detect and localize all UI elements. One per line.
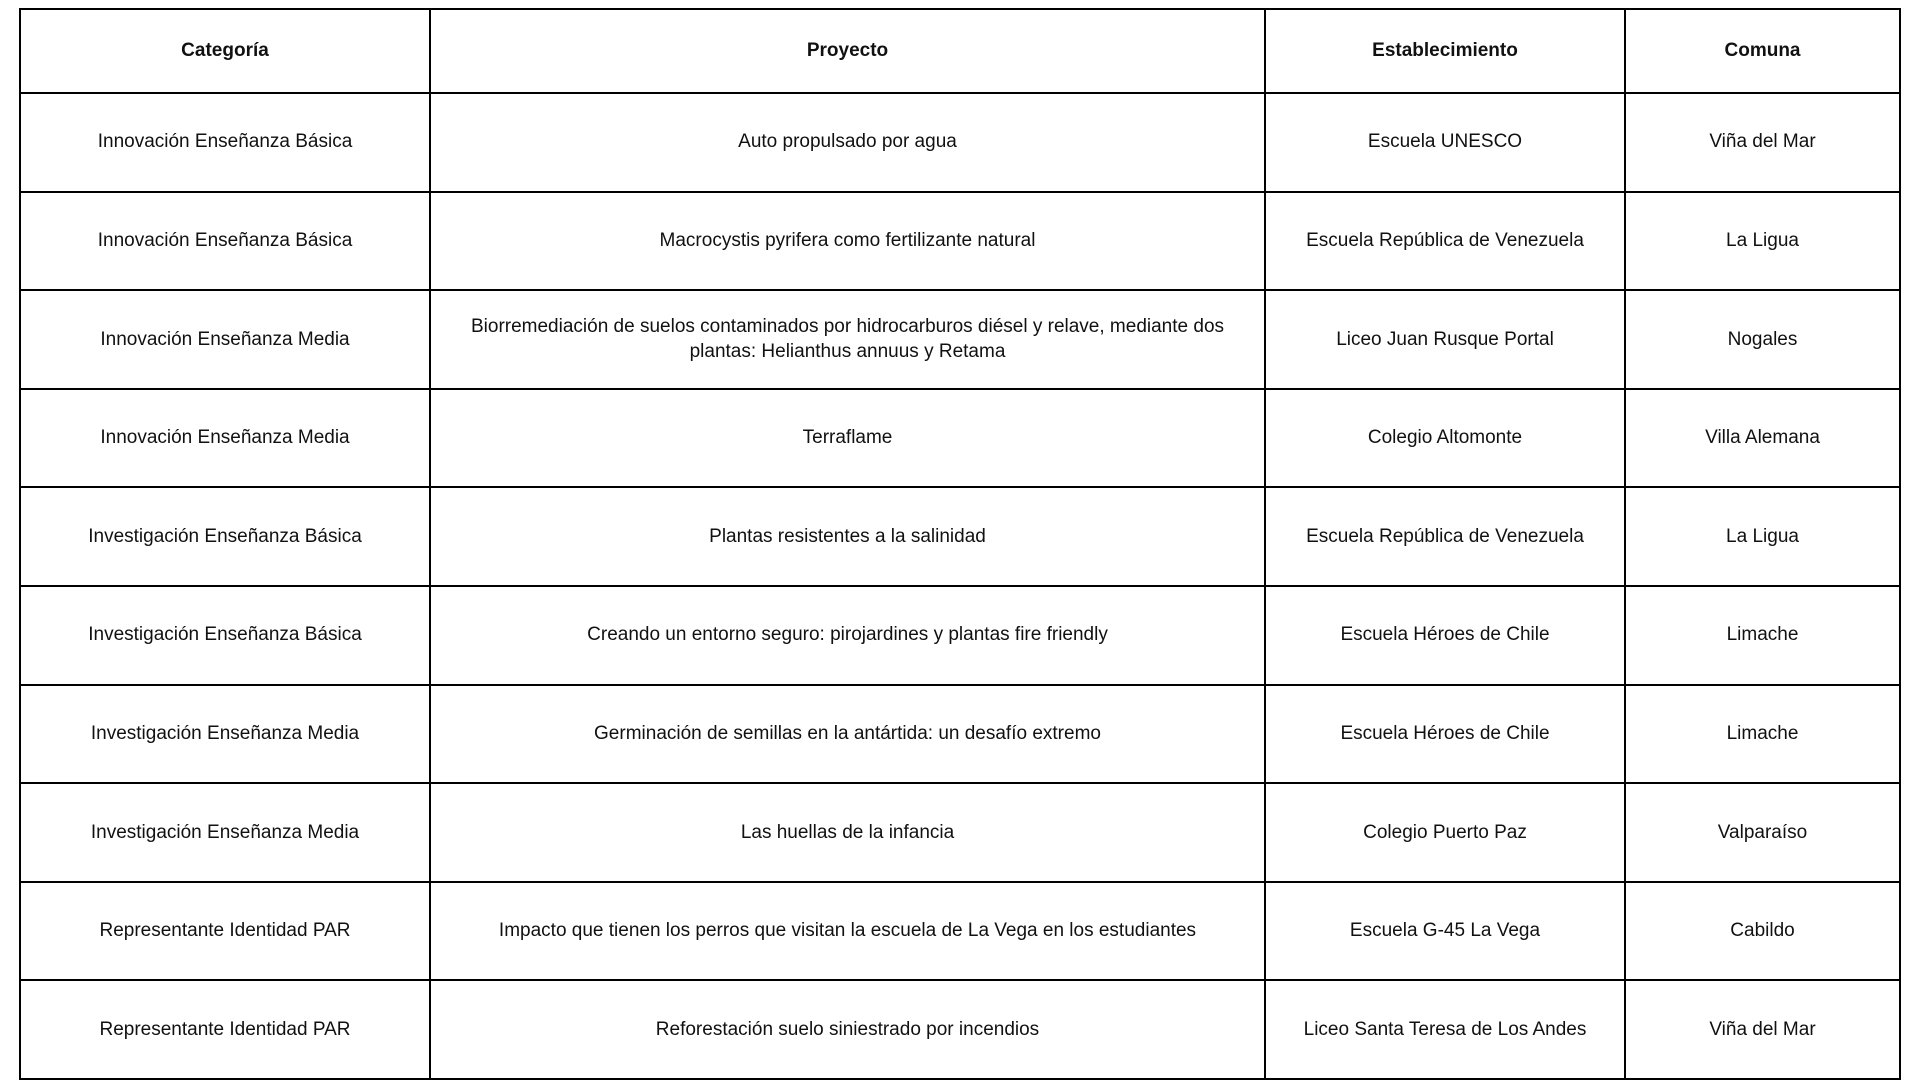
cell-categoria: Innovación Enseñanza Básica <box>20 192 430 291</box>
cell-categoria: Investigación Enseñanza Básica <box>20 586 430 685</box>
cell-comuna: Viña del Mar <box>1625 980 1900 1079</box>
cell-categoria: Innovación Enseñanza Media <box>20 389 430 488</box>
cell-proyecto: Germinación de semillas en la antártida: un desafío extremo <box>430 685 1265 784</box>
cell-categoria: Investigación Enseñanza Media <box>20 783 430 882</box>
cell-comuna: Limache <box>1625 586 1900 685</box>
cell-proyecto: Creando un entorno seguro: pirojardines y plantas fire friendly <box>430 586 1265 685</box>
table-body <box>20 93 1900 1079</box>
table-row <box>20 882 1900 981</box>
column-header-establecimiento: Establecimiento <box>1265 9 1625 93</box>
cell-establecimiento: Escuela República de Venezuela <box>1265 487 1625 586</box>
cell-establecimiento: Escuela G-45 La Vega <box>1265 882 1625 981</box>
table-row <box>20 487 1900 586</box>
cell-categoria: Investigación Enseñanza Básica <box>20 487 430 586</box>
cell-comuna: Viña del Mar <box>1625 93 1900 192</box>
cell-establecimiento: Colegio Altomonte <box>1265 389 1625 488</box>
cell-establecimiento: Colegio Puerto Paz <box>1265 783 1625 882</box>
cell-comuna: Villa Alemana <box>1625 389 1900 488</box>
cell-categoria: Representante Identidad PAR <box>20 980 430 1079</box>
cell-comuna: La Ligua <box>1625 192 1900 291</box>
table-row <box>20 783 1900 882</box>
cell-comuna: La Ligua <box>1625 487 1900 586</box>
cell-establecimiento: Escuela UNESCO <box>1265 93 1625 192</box>
cell-categoria: Representante Identidad PAR <box>20 882 430 981</box>
cell-establecimiento: Liceo Juan Rusque Portal <box>1265 290 1625 389</box>
table-row <box>20 192 1900 291</box>
table-row <box>20 389 1900 488</box>
cell-establecimiento: Liceo Santa Teresa de Los Andes <box>1265 980 1625 1079</box>
column-header-proyecto: Proyecto <box>430 9 1265 93</box>
cell-proyecto: Macrocystis pyrifera como fertilizante natural <box>430 192 1265 291</box>
table-row <box>20 980 1900 1079</box>
table-row <box>20 93 1900 192</box>
table-header-row <box>20 9 1900 93</box>
table-row <box>20 685 1900 784</box>
cell-proyecto: Impacto que tienen los perros que visitan la escuela de La Vega en los estudiantes <box>430 882 1265 981</box>
cell-comuna: Limache <box>1625 685 1900 784</box>
cell-proyecto: Terraflame <box>430 389 1265 488</box>
cell-comuna: Nogales <box>1625 290 1900 389</box>
results-table <box>19 8 1901 1080</box>
cell-categoria: Investigación Enseñanza Media <box>20 685 430 784</box>
cell-establecimiento: Escuela República de Venezuela <box>1265 192 1625 291</box>
column-header-categoria: Categoría <box>20 9 430 93</box>
table-header <box>20 9 1900 93</box>
cell-proyecto: Biorremediación de suelos contaminados por hidrocarburos diésel y relave, mediante dos plantas: Helianthus annuus y Retama <box>430 290 1265 389</box>
cell-proyecto: Las huellas de la infancia <box>430 783 1265 882</box>
cell-proyecto: Plantas resistentes a la salinidad <box>430 487 1265 586</box>
cell-proyecto: Reforestación suelo siniestrado por incendios <box>430 980 1265 1079</box>
cell-categoria: Innovación Enseñanza Básica <box>20 93 430 192</box>
cell-comuna: Valparaíso <box>1625 783 1900 882</box>
cell-establecimiento: Escuela Héroes de Chile <box>1265 685 1625 784</box>
cell-categoria: Innovación Enseñanza Media <box>20 290 430 389</box>
table-row <box>20 586 1900 685</box>
cell-comuna: Cabildo <box>1625 882 1900 981</box>
cell-establecimiento: Escuela Héroes de Chile <box>1265 586 1625 685</box>
column-header-comuna: Comuna <box>1625 9 1900 93</box>
table-row <box>20 290 1900 389</box>
cell-proyecto: Auto propulsado por agua <box>430 93 1265 192</box>
